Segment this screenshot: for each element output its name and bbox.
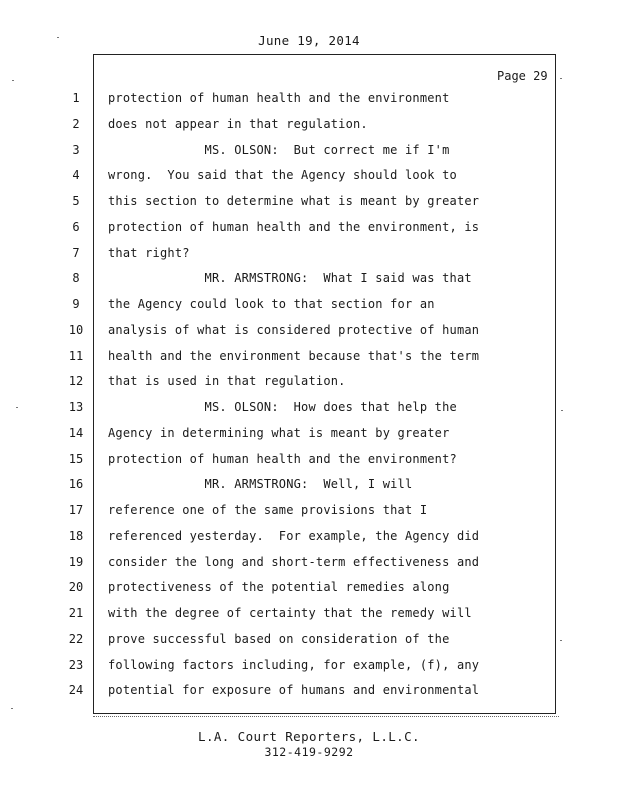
transcript-line: MS. OLSON: How does that help the — [108, 400, 457, 414]
line-number: 13 — [68, 400, 84, 414]
transcript-line: the Agency could look to that section for an — [108, 297, 435, 311]
scan-speck — [11, 708, 13, 709]
scan-speck — [560, 640, 562, 641]
line-number: 5 — [72, 194, 80, 208]
transcript-line: protection of human health and the environment? — [108, 452, 457, 466]
line-number: 17 — [68, 503, 84, 517]
line-number: 7 — [72, 246, 80, 260]
transcript-line: protection of human health and the environment — [108, 91, 450, 105]
transcript-line: protection of human health and the environment, is — [108, 220, 480, 234]
line-number: 16 — [68, 477, 84, 491]
page-number: Page 29 — [497, 69, 548, 83]
scan-speck — [560, 78, 562, 79]
transcript-line: reference one of the same provisions that I — [108, 503, 428, 517]
scan-speck — [561, 410, 563, 411]
line-number: 24 — [68, 683, 84, 697]
transcript-line: potential for exposure of humans and environmental — [108, 683, 480, 697]
transcript-line: Agency in determining what is meant by greater — [108, 426, 450, 440]
transcript-line: wrong. You said that the Agency should look to — [108, 168, 457, 182]
line-number: 18 — [68, 529, 84, 543]
transcript-line: with the degree of certainty that the remedy will — [108, 606, 472, 620]
transcript-line: referenced yesterday. For example, the Agency did — [108, 529, 480, 543]
transcript-line: that is used in that regulation. — [108, 374, 346, 388]
transcript-line: analysis of what is considered protective of human — [108, 323, 480, 337]
line-number: 15 — [68, 452, 84, 466]
line-number: 19 — [68, 555, 84, 569]
line-number: 2 — [72, 117, 80, 131]
transcript-line: prove successful based on consideration of the — [108, 632, 450, 646]
line-number: 6 — [72, 220, 80, 234]
line-number: 8 — [72, 271, 80, 285]
scan-speck — [57, 37, 59, 38]
line-number: 3 — [72, 143, 80, 157]
line-number: 21 — [68, 606, 84, 620]
line-number: 12 — [68, 374, 84, 388]
frame-bottom-edge — [93, 716, 559, 719]
scan-speck — [12, 80, 14, 81]
line-number: 10 — [68, 323, 84, 337]
transcript-line: does not appear in that regulation. — [108, 117, 368, 131]
transcript-line: that right? — [108, 246, 190, 260]
transcript-line: MS. OLSON: But correct me if I'm — [108, 143, 450, 157]
transcript-line: following factors including, for example, (f), any — [108, 658, 480, 672]
line-number: 11 — [68, 349, 84, 363]
line-number: 1 — [72, 91, 80, 105]
transcript-line: this section to determine what is meant by greater — [108, 194, 480, 208]
line-number: 9 — [72, 297, 80, 311]
line-number: 4 — [72, 168, 80, 182]
line-number: 23 — [68, 658, 84, 672]
transcript-line: protectiveness of the potential remedies along — [108, 580, 450, 594]
scan-speck — [16, 407, 18, 408]
line-number: 22 — [68, 632, 84, 646]
line-number: 14 — [68, 426, 84, 440]
transcript-line: consider the long and short-term effectiveness and — [108, 555, 480, 569]
line-number: 20 — [68, 580, 84, 594]
transcript-line: MR. ARMSTRONG: Well, I will — [108, 477, 413, 491]
transcript-date: June 19, 2014 — [258, 33, 360, 48]
transcript-line: health and the environment because that's the term — [108, 349, 480, 363]
court-reporter-name: L.A. Court Reporters, L.L.C. — [198, 729, 420, 744]
court-reporter-phone: 312-419-9292 — [264, 745, 354, 759]
transcript-line: MR. ARMSTRONG: What I said was that — [108, 271, 472, 285]
